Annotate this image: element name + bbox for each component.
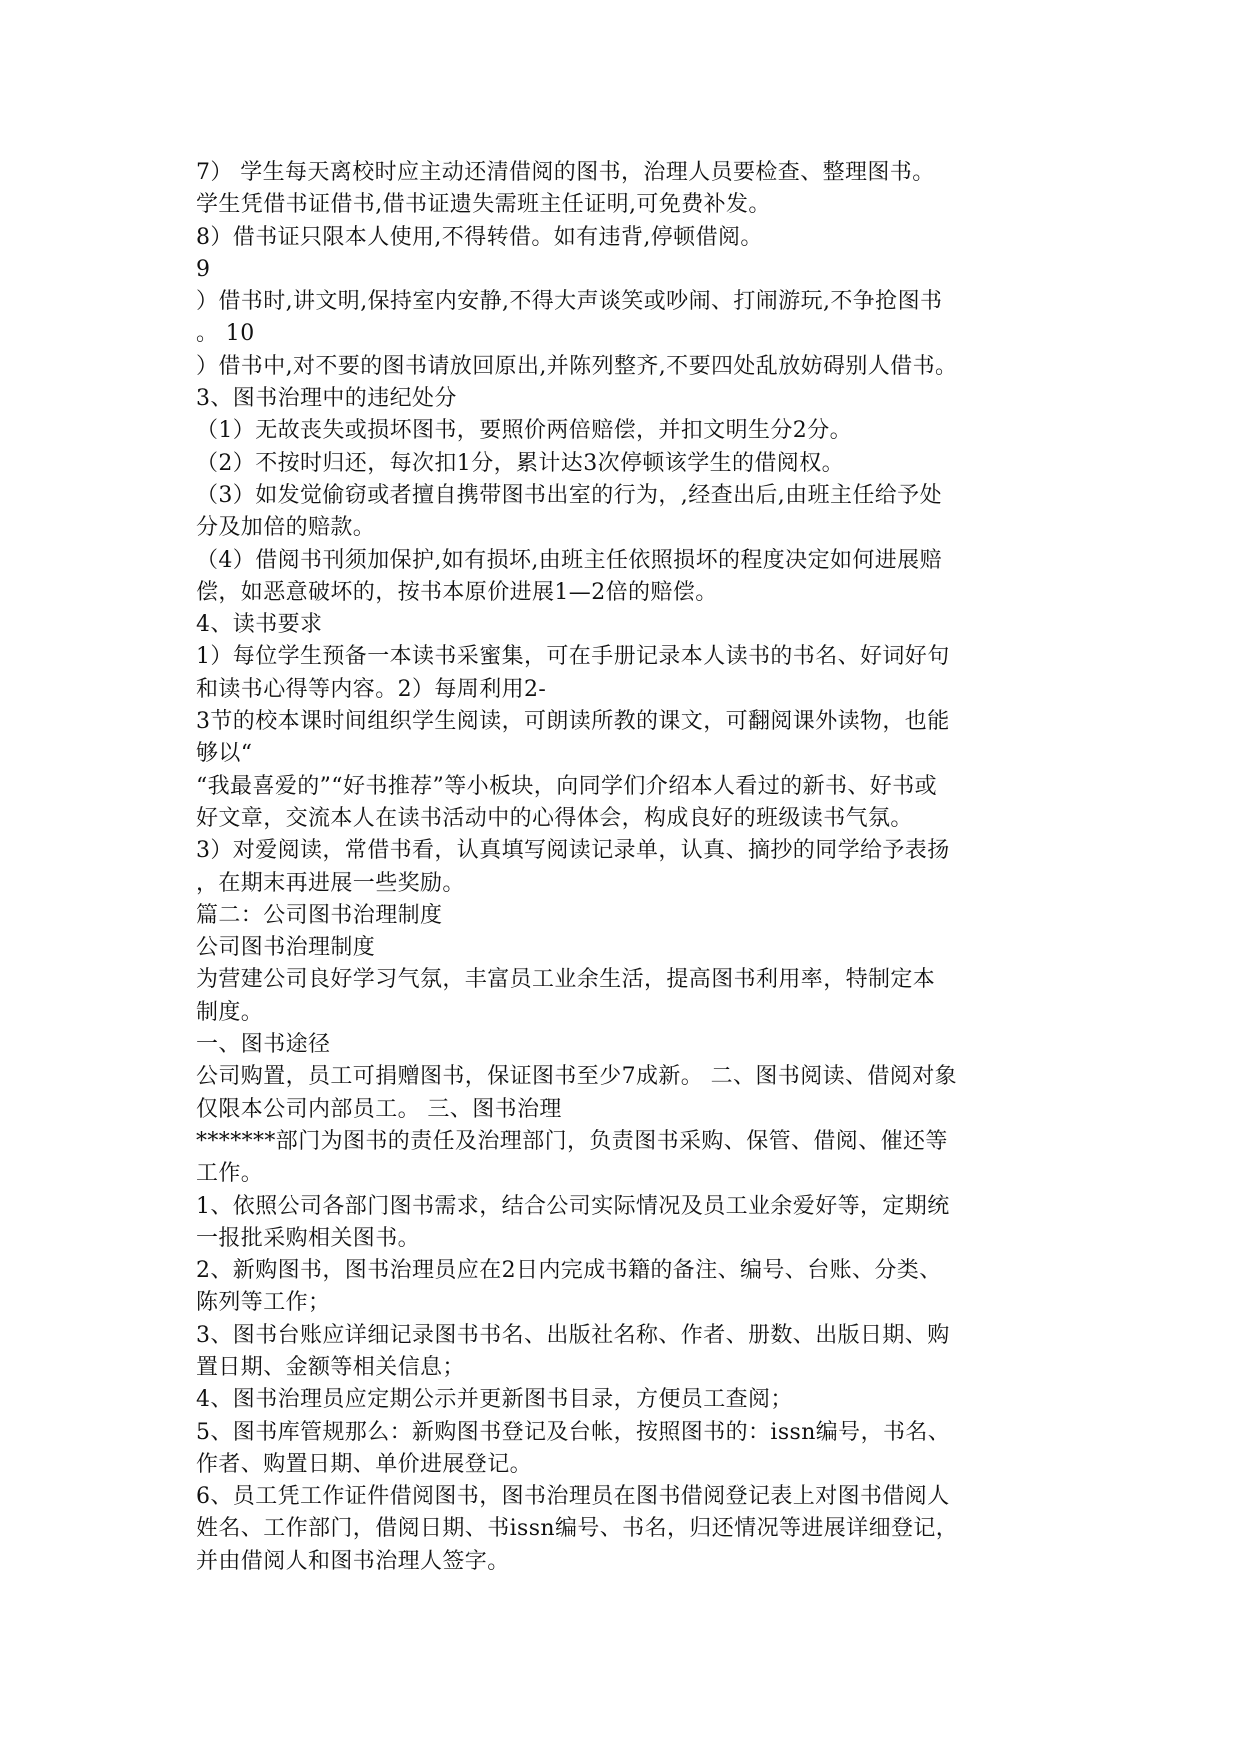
document-body: [196, 157, 1056, 1578]
text-line: 够以“: [196, 741, 253, 767]
text-line: 4、图书治理员应定期公示并更新图书目录，方便员工查阅；: [196, 1387, 793, 1413]
text-line: 工作。: [196, 1161, 264, 1187]
section-heading: 3、图书治理中的违纪处分: [196, 386, 457, 412]
text-line: 和读书心得等内容。2）每周利用2-: [196, 676, 547, 702]
text-line: 3）对爱阅读，常借书看，认真填写阅读记录单，认真、摘抄的同学给予表扬: [196, 838, 950, 864]
text-line: （2）不按时归还，每次扣1分，累计达3次停顿该学生的借阅权。: [196, 450, 844, 476]
text-line: ，在期末再进展一些奖励。: [196, 870, 465, 896]
text-line: 偿，如恶意破坏的，按书本原价进展1—2倍的赔偿。: [196, 579, 718, 605]
text-line: 置日期、金额等相关信息；: [196, 1354, 465, 1380]
text-line: 9: [196, 256, 211, 282]
text-line: 3节的校本课时间组织学生阅读，可朗读所教的课文，可翻阅课外读物，也能: [196, 709, 950, 735]
text-line: *******部门为图书的责任及治理部门，负责图书采购、保管、借阅、催还等: [196, 1128, 948, 1154]
text-line: 1）每位学生预备一本读书采蜜集，可在手册记录本人读书的书名、好词好句: [196, 644, 950, 670]
document-title: 公司图书治理制度: [196, 935, 376, 961]
section-heading: 4、读书要求: [196, 612, 323, 638]
text-line: ）借书中,对不要的图书请放回原出,并陈列整齐,不要四处乱放妨碍别人借书。: [196, 353, 958, 379]
text-line: 6、员工凭工作证件借阅图书，图书治理员在图书借阅登记表上对图书借阅人: [196, 1484, 950, 1510]
section-heading: 篇二：公司图书治理制度: [196, 902, 443, 928]
text-line: ）借书时,讲文明,保持室内安静,不得大声谈笑或吵闹、打闹游玩,不争抢图书: [196, 289, 943, 315]
text-line: 制度。: [196, 999, 264, 1025]
text-line: “我最喜爱的”“好书推荐”等小板块，向同学们介绍本人看过的新书、好书或: [196, 773, 937, 799]
text-line: 分及加倍的赔款。: [196, 515, 376, 541]
text-line: （4）借阅书刊须加保护,如有损坏,由班主任依照损坏的程度决定如何进展赔: [196, 547, 942, 573]
text-line: 一报批采购相关图书。: [196, 1225, 421, 1251]
text-line: 。 10: [196, 321, 255, 347]
text-line: 并由借阅人和图书治理人签字。: [196, 1548, 510, 1574]
text-line: 作者、购置日期、单价进展登记。: [196, 1451, 533, 1477]
text-line: 1、依照公司各部门图书需求，结合公司实际情况及员工业余爱好等，定期统: [196, 1193, 950, 1219]
text-line: （1）无故丧失或损坏图书，要照价两倍赔偿，并扣文明生分2分。: [196, 418, 852, 444]
text-line: 好文章，交流本人在读书活动中的心得体会，构成良好的班级读书气氛。: [196, 805, 913, 831]
text-line: 7） 学生每天离校时应主动还清借阅的图书，治理人员要检查、整理图书。: [196, 160, 935, 185]
text-line: 3、图书台账应详细记录图书书名、出版社名称、作者、册数、出版日期、购: [196, 1322, 950, 1348]
text-line: （3）如发觉偷窃或者擅自携带图书出室的行为，,经查出后,由班主任给予处: [196, 482, 942, 508]
text-line: 8）借书证只限本人使用,不得转借。如有违背,停顿借阅。: [196, 224, 763, 250]
text-line: 仅限本公司内部员工。 三、图书治理: [196, 1096, 562, 1122]
text-line: 为营建公司良好学习气氛，丰富员工业余生活，提高图书利用率，特制定本: [196, 967, 936, 993]
text-line: 公司购置，员工可捐赠图书，保证图书至少7成新。 二、图书阅读、借阅对象: [196, 1064, 957, 1090]
text-line: 姓名、工作部门，借阅日期、书issn编号、书名，归还情况等进展详细登记，: [196, 1516, 959, 1542]
text-line: 陈列等工作；: [196, 1290, 331, 1316]
text-line: 5、图书库管规那么：新购图书登记及台帐，按照图书的：issn编号，书名、: [196, 1419, 951, 1445]
text-line: 2、新购图书，图书治理员应在2日内完成书籍的备注、编号、台账、分类、: [196, 1258, 942, 1284]
section-heading: 一、图书途径: [196, 1032, 331, 1058]
text-line: 学生凭借书证借书,借书证遗失需班主任证明,可免费补发。: [196, 192, 771, 218]
